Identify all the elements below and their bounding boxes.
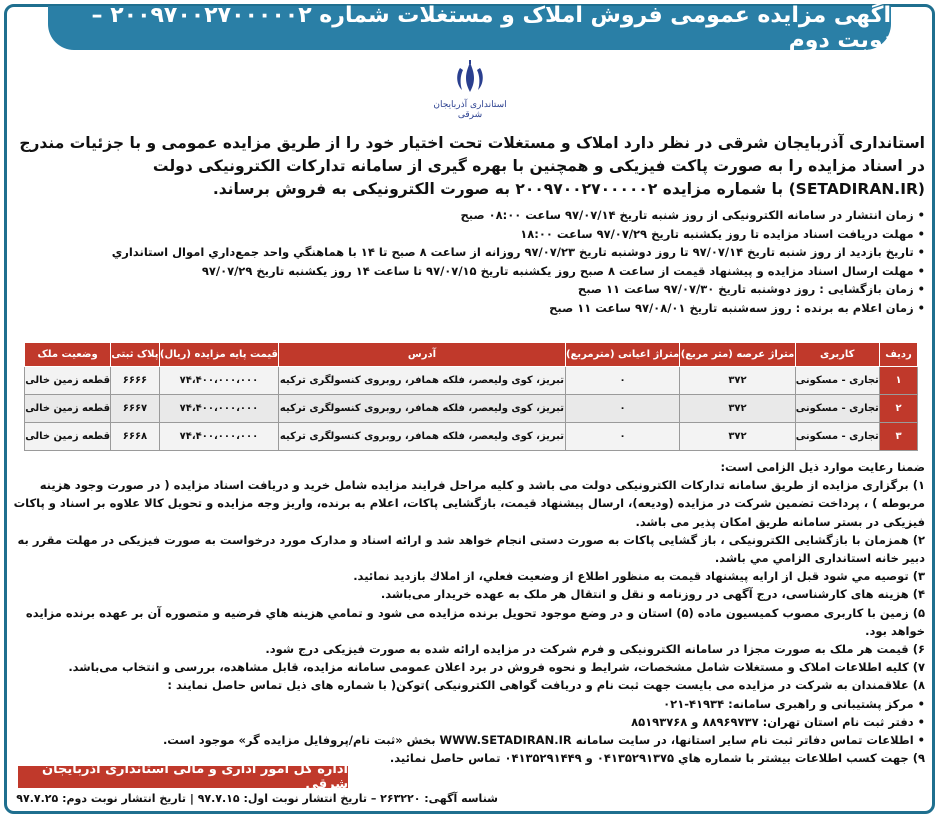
schedule-item: • زمان اعلام به برنده : روز سه‌شنبه تاریخ ۹۷/۰۸/۰۱ ساعت ۱۱ صبح bbox=[549, 300, 925, 315]
condition-item: ۱) برگزاری مزایده از طریق سامانه تدارکات الکترونیکی دولت می باشد و کلیه مراحل فرایند مزایده شامل خرید و دریافت اسناد مزایده ( در صورت وجود هزینه مربوطه ) ، پرداخت تضمین شرکت در مزایده (ودیعه)، ارسال پیشنهاد قیمت، بازگشایی پاکات، اعلام به برنده، واریز وجه مزایده و تحویل کالا علاوه بر اسناد و پاکات فیزیکی در بستر سامانه طریق امکان پذیر می باشد. bbox=[13, 478, 925, 529]
cell-status: قطعه زمین خالی bbox=[25, 395, 111, 423]
cell-usage: تجاری - مسکونی bbox=[795, 395, 879, 423]
cell-building-area: ۰ bbox=[565, 423, 680, 451]
condition-item: ۲) همزمان با بازگشایی الکترونیکی ، باز گشایی پاکات به صورت دستی انجام خواهد شد و ارائه اسناد و مدارک مورد درخواست به صورت فیزیکی در مهلت مقرر به دبیر خانه استانداری الزامي مي باشد. bbox=[17, 532, 925, 566]
ad-footer: شناسه آگهی: ۲۶۳۲۲۰ – تاریخ انتشار نوبت اول: ۹۷.۷.۱۵ | تاریخ انتشار نوبت دوم: ۹۷.۷.۲۵ bbox=[16, 792, 498, 805]
condition-item: ۵) زمین با کاربری مصوب کمیسیون ماده (۵) استان و در وضع موجود تحویل برنده مزایده می شود و تمامي هزینه هاي فرضیه و متصوره آن بر عهده برنده مزايده خواهد بود. bbox=[25, 605, 925, 638]
contact-item: • مرکز پشتیبانی و راهبری سامانه: ۴۱۹۳۴-۰۲۱ bbox=[663, 696, 925, 711]
cell-land-area: ۳۷۲ bbox=[680, 367, 795, 395]
table-row bbox=[25, 423, 918, 451]
condition-item: ۶) قیمت هر ملک به صورت مجزا در سامانه الکترونیکی و فرم شرکت در مزایده ارائه شده به صورت فیزیکی درج شود. bbox=[265, 642, 925, 657]
conditions-list bbox=[13, 458, 925, 767]
cell-address: تبریز، کوی ولیعصر، فلکه همافر، روبروی کنسولگری ترکیه bbox=[279, 367, 565, 395]
conditions-heading: ضمنا رعایت موارد ذیل الزامی است: bbox=[720, 460, 925, 474]
cell-address: تبریز، کوی ولیعصر، فلکه همافر، روبروی کنسولگری ترکیه bbox=[279, 423, 565, 451]
cell-address: تبریز، کوی ولیعصر، فلکه همافر، روبروی کنسولگری ترکیه bbox=[279, 395, 565, 423]
cell-building-area: ۰ bbox=[565, 367, 680, 395]
cell-row-number: ۳ bbox=[880, 423, 918, 451]
col-header-address: آدرس bbox=[279, 343, 565, 367]
schedule-item: • تاریخ بازدید از روز شنبه تاریخ ۹۷/۰۷/۱۴ تا روز دوشنبه تاریخ ۹۷/۰۷/۲۳ روزانه از ساعت ۸ صبح تا ۱۴ با هماهنگي واحد جمع‌داري اموال استانداري bbox=[111, 245, 925, 259]
table-header-row bbox=[25, 343, 918, 367]
cell-base-price: ۷۴،۴۰۰،۰۰۰،۰۰۰ bbox=[159, 367, 279, 395]
condition-item: ۷) کلیه اطلاعات املاک و مستغلات شامل مشخصات، شرایط و نحوه فروش در برد اعلان عمومی سامانه مزایده، قابل مشاهده، بررسی و انتخاب می‌باشد. bbox=[68, 660, 925, 675]
emblem-org-name: استانداری آذربایجان شرقی bbox=[433, 100, 507, 120]
intro-paragraph: استانداری آذربایجان شرقی در نظر دارد املاک و مستغلات تحت اختیار خود را از طریق مزایده عمومی و با جزئیات مندرج در اسناد مزایده را به صورت پاکت فیزیکی و همچنین با بهره گیری از سامانه تدارکات الکترونیکی دولت (SETADIRAN.IR) با شماره مزایده ۲۰۰۹۷۰۰۲۷۰۰۰۰۰۲ به صورت الکترونیکی به فروش برساند. bbox=[19, 134, 925, 198]
cell-base-price: ۷۴،۴۰۰،۰۰۰،۰۰۰ bbox=[159, 395, 279, 423]
condition-item: ۴) هزینه های کارشناسی، درج آگهی در روزنامه و نقل و انتقال هر ملک به عهده خریدار می‌باشد. bbox=[380, 587, 925, 602]
cell-row-number: ۱ bbox=[880, 367, 918, 395]
schedule-item: • مهلت دریافت اسناد مزایده تا روز یکشنبه تاریخ ۹۷/۰۷/۲۹ ساعت ۱۸:۰۰ bbox=[520, 226, 925, 241]
table-row bbox=[25, 367, 918, 395]
cell-building-area: ۰ bbox=[565, 395, 680, 423]
cell-status: قطعه زمین خالی bbox=[25, 423, 111, 451]
col-header-land-area: متراژ عرصه (متر مربع) bbox=[680, 343, 795, 367]
emblem bbox=[430, 58, 510, 132]
schedule-item: • زمان بازگشایی : روز دوشنبه تاریخ ۹۷/۰۷/۳۰ ساعت ۱۱ صبح bbox=[577, 282, 925, 296]
table-row bbox=[25, 395, 918, 423]
schedule-item: • مهلت ارسال اسناد مزایده و پیشنهاد قیمت از ساعت ۸ صبح روز یکشنبه تاریخ ۹۷/۰۷/۱۵ تا ساعت ۱۴ روز یکشنبه تاریخ ۹۷/۰۷/۲۹ bbox=[201, 263, 925, 278]
col-header-usage: کاربری bbox=[795, 343, 879, 367]
contact-item: • دفتر ثبت نام استان تهران: ۸۸۹۶۹۷۳۷ و ۸۵۱۹۳۷۶۸ bbox=[631, 714, 925, 729]
schedule-item: • زمان انتشار در سامانه الکترونیکی از روز شنبه تاریخ ۹۷/۰۷/۱۴ ساعت ۰۸:۰۰ صبح bbox=[460, 208, 925, 222]
col-header-row-number: ردیف bbox=[880, 343, 918, 367]
cell-usage: تجاری - مسکونی bbox=[795, 367, 879, 395]
condition-item: ۳) توصیه مي شود قبل از ارايه پیشنهاد قیمت به منظور اطلاع از وضعیت فعلي، از املاك بازديد نمائيد. bbox=[353, 569, 925, 584]
cell-base-price: ۷۴،۴۰۰،۰۰۰،۰۰۰ bbox=[159, 423, 279, 451]
cell-row-number: ۲ bbox=[880, 395, 918, 423]
cell-plate: ۶۶۶۷ bbox=[111, 395, 159, 423]
col-header-base-price: قیمت پایه مزایده (ریال) bbox=[159, 343, 279, 367]
cell-plate: ۶۶۶۶ bbox=[111, 367, 159, 395]
schedule-list bbox=[13, 206, 925, 317]
col-header-status: وضعیت ملک bbox=[25, 343, 111, 367]
cell-status: قطعه زمین خالی bbox=[25, 367, 111, 395]
iran-emblem-icon bbox=[450, 58, 490, 98]
cell-land-area: ۳۷۲ bbox=[680, 423, 795, 451]
page-title: آگهی مزایده عمومی فروش املاک و مستغلات شماره ۲۰۰۹۷۰۰۲۷۰۰۰۰۰۲ – نوبت دوم bbox=[48, 6, 891, 50]
cell-plate: ۶۶۶۸ bbox=[111, 423, 159, 451]
properties-table bbox=[24, 342, 918, 451]
issuing-office-badge: اداره کل امور اداری و مالی استانداری آذربایجان شرقی bbox=[18, 766, 348, 788]
cell-usage: تجاری - مسکونی bbox=[795, 423, 879, 451]
col-header-plate: پلاک ثبتی bbox=[111, 343, 159, 367]
col-header-building-area: متراژ اعیانی (مترمربع) bbox=[565, 343, 680, 367]
condition-item: ۹) جهت کسب اطلاعات بیشتر با شماره هاي ۰۴۱۳۵۲۹۱۳۷۵ و ۰۴۱۳۵۲۹۱۴۴۹ تماس حاصل نمائید. bbox=[389, 751, 925, 766]
cell-land-area: ۳۷۲ bbox=[680, 395, 795, 423]
condition-item: ۸) علاقمندان به شرکت در مزایده می بایست جهت ثبت نام و دریافت گواهی الکترونیکی )توکن( با شماره های ذیل تماس حاصل نمایند : bbox=[167, 678, 925, 693]
contact-item: • اطلاعات تماس دفاتر ثبت نام سایر استانها، در سایت سامانه WWW.SETADIRAN.IR بخش «ثبت نام/پروفایل مزایده گر» موجود است. bbox=[162, 733, 925, 748]
